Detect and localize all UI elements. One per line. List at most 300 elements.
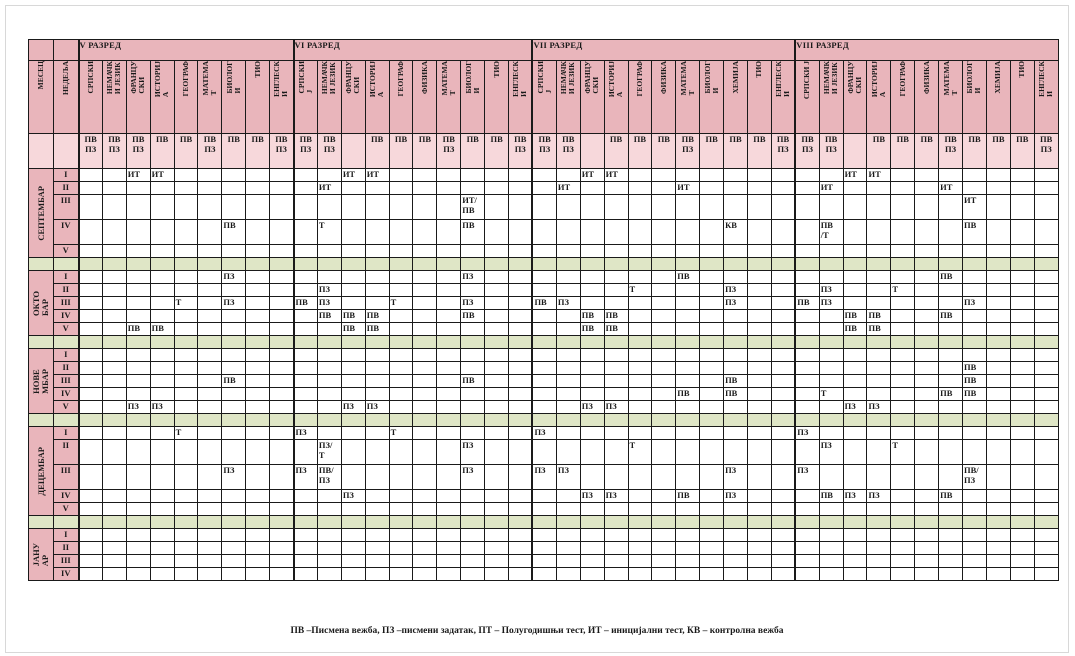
separator-cell <box>652 516 676 529</box>
separator-cell <box>222 414 246 427</box>
schedule-cell <box>461 182 485 195</box>
assessment-type-label: ПВ ПЗ <box>776 134 790 154</box>
schedule-cell <box>126 542 150 555</box>
separator-cell <box>1010 516 1034 529</box>
schedule-cell <box>509 349 533 362</box>
schedule-cell <box>867 427 891 440</box>
separator-cell <box>365 336 389 349</box>
schedule-cell <box>652 440 676 465</box>
schedule-cell <box>1034 349 1058 362</box>
schedule-cell <box>724 529 748 542</box>
schedule-cell <box>556 271 580 284</box>
schedule-cell <box>509 568 533 581</box>
schedule-cell <box>795 503 819 516</box>
schedule-cell: ПЗ <box>126 401 150 414</box>
schedule-cell <box>628 401 652 414</box>
schedule-cell <box>509 195 533 220</box>
grade-header: VII РАЗРЕД <box>532 40 795 61</box>
schedule-cell <box>509 542 533 555</box>
schedule-cell <box>509 465 533 490</box>
month-label: ДЕЦЕМБАР <box>35 446 46 496</box>
schedule-cell <box>700 349 724 362</box>
schedule-cell <box>437 427 461 440</box>
schedule-cell <box>915 349 939 362</box>
schedule-cell <box>1010 362 1034 375</box>
schedule-cell <box>413 245 437 258</box>
week-number: IV <box>54 220 79 245</box>
schedule-cell <box>294 568 318 581</box>
separator-cell <box>174 258 198 271</box>
schedule-cell: ПЗ <box>819 297 843 310</box>
schedule-cell <box>222 555 246 568</box>
schedule-cell <box>580 542 604 555</box>
schedule-cell <box>963 568 987 581</box>
schedule-cell <box>150 245 174 258</box>
separator-cell <box>270 258 294 271</box>
schedule-cell <box>246 169 270 182</box>
schedule-cell <box>509 245 533 258</box>
separator-cell <box>29 414 54 427</box>
schedule-cell <box>365 568 389 581</box>
subject-header <box>389 61 413 134</box>
schedule-cell <box>556 375 580 388</box>
schedule-cell <box>509 310 533 323</box>
schedule-cell <box>126 182 150 195</box>
schedule-cell <box>198 271 222 284</box>
schedule-cell <box>270 310 294 323</box>
schedule-cell <box>700 555 724 568</box>
schedule-cell <box>341 388 365 401</box>
separator-cell <box>795 258 819 271</box>
schedule-cell <box>1034 427 1058 440</box>
schedule-cell <box>700 542 724 555</box>
schedule-cell <box>341 555 365 568</box>
subject-header <box>556 61 580 134</box>
separator-cell <box>700 414 724 427</box>
schedule-cell <box>867 568 891 581</box>
schedule-cell <box>700 503 724 516</box>
schedule-cell <box>341 245 365 258</box>
schedule-cell <box>1010 529 1034 542</box>
schedule-cell <box>819 542 843 555</box>
schedule-cell <box>365 440 389 465</box>
schedule-cell <box>1010 245 1034 258</box>
separator-cell <box>771 414 795 427</box>
schedule-cell <box>222 490 246 503</box>
subject-header <box>843 61 867 134</box>
schedule-cell <box>915 529 939 542</box>
assessment-type-cell <box>700 134 724 169</box>
schedule-cell <box>485 182 509 195</box>
week-number: III <box>54 555 79 568</box>
schedule-cell <box>843 349 867 362</box>
schedule-cell <box>461 323 485 336</box>
separator-cell <box>461 516 485 529</box>
schedule-cell <box>1010 555 1034 568</box>
schedule-cell <box>413 310 437 323</box>
schedule-cell <box>246 284 270 297</box>
schedule-cell <box>222 427 246 440</box>
schedule-cell <box>676 169 700 182</box>
schedule-cell <box>771 465 795 490</box>
schedule-cell <box>174 195 198 220</box>
week-number: V <box>54 323 79 336</box>
schedule-cell <box>294 555 318 568</box>
schedule-cell <box>700 440 724 465</box>
assessment-type-label: ПВ ПЗ <box>299 134 312 154</box>
separator-cell <box>676 336 700 349</box>
schedule-cell <box>556 310 580 323</box>
schedule-cell <box>652 490 676 503</box>
schedule-cell <box>580 388 604 401</box>
subject-header <box>915 61 939 134</box>
schedule-cell <box>867 271 891 284</box>
schedule-cell <box>270 465 294 490</box>
schedule-cell <box>246 271 270 284</box>
schedule-cell <box>174 245 198 258</box>
separator-cell <box>628 516 652 529</box>
schedule-cell <box>79 568 103 581</box>
schedule-cell <box>198 284 222 297</box>
assessment-type-label: ПВ <box>418 134 432 144</box>
schedule-cell <box>246 465 270 490</box>
schedule-cell <box>1010 182 1034 195</box>
schedule-cell: ПВ <box>580 323 604 336</box>
separator-cell <box>676 414 700 427</box>
subject-header <box>126 61 150 134</box>
schedule-cell <box>509 271 533 284</box>
schedule-cell <box>485 465 509 490</box>
schedule-cell: ПЗ <box>222 297 246 310</box>
separator-cell <box>1034 414 1058 427</box>
schedule-cell <box>126 310 150 323</box>
schedule-cell <box>676 465 700 490</box>
separator-cell <box>509 336 533 349</box>
schedule-cell <box>771 310 795 323</box>
schedule-cell <box>676 323 700 336</box>
schedule-cell <box>485 220 509 245</box>
schedule-cell <box>963 245 987 258</box>
schedule-cell <box>270 297 294 310</box>
schedule-cell <box>915 490 939 503</box>
separator-cell <box>1034 516 1058 529</box>
schedule-cell <box>963 182 987 195</box>
separator-cell <box>652 414 676 427</box>
schedule-cell <box>437 284 461 297</box>
separator-cell <box>341 336 365 349</box>
schedule-cell <box>747 182 771 195</box>
schedule-cell: ПЗ <box>604 490 628 503</box>
schedule-cell: ИТ <box>150 169 174 182</box>
schedule-cell <box>939 440 963 465</box>
schedule-cell <box>628 362 652 375</box>
schedule-cell: ИТ <box>676 182 700 195</box>
schedule-cell <box>102 529 126 542</box>
separator-cell <box>79 516 103 529</box>
schedule-cell: ПЗ <box>867 490 891 503</box>
schedule-cell <box>891 195 915 220</box>
schedule-cell <box>891 503 915 516</box>
schedule-cell <box>676 195 700 220</box>
schedule-cell: ПВ <box>150 323 174 336</box>
separator-cell <box>604 336 628 349</box>
schedule-cell <box>1034 271 1058 284</box>
schedule-cell <box>270 529 294 542</box>
schedule-cell <box>580 465 604 490</box>
schedule-cell <box>556 169 580 182</box>
subject-label: ИСТОРИЈ А <box>368 61 386 98</box>
schedule-cell <box>939 401 963 414</box>
schedule-cell <box>628 555 652 568</box>
schedule-cell <box>676 427 700 440</box>
schedule-cell <box>389 375 413 388</box>
separator-cell <box>819 516 843 529</box>
assessment-type-label: ПВ <box>155 134 169 144</box>
schedule-cell: ПВ <box>843 310 867 323</box>
schedule-cell <box>819 427 843 440</box>
subject-label: ГЕОГРАФ <box>634 61 644 97</box>
schedule-cell <box>437 310 461 323</box>
schedule-cell <box>891 297 915 310</box>
schedule-cell: ПЗ <box>795 427 819 440</box>
subject-header <box>795 61 819 134</box>
schedule-cell <box>341 362 365 375</box>
schedule-cell <box>413 401 437 414</box>
schedule-cell <box>126 195 150 220</box>
schedule-cell: Т <box>628 284 652 297</box>
schedule-cell <box>365 220 389 245</box>
schedule-cell <box>389 568 413 581</box>
schedule-cell <box>389 401 413 414</box>
schedule-cell <box>126 503 150 516</box>
subject-header <box>652 61 676 134</box>
schedule-cell <box>485 568 509 581</box>
separator-cell <box>246 258 270 271</box>
schedule-cell <box>628 310 652 323</box>
subject-label: НЕМАЧК И ЈЕЗИК <box>320 61 338 95</box>
schedule-cell <box>102 323 126 336</box>
schedule-cell <box>126 490 150 503</box>
schedule-cell <box>413 349 437 362</box>
schedule-cell <box>795 555 819 568</box>
schedule-cell <box>652 245 676 258</box>
schedule-cell <box>365 271 389 284</box>
week-number: I <box>54 529 79 542</box>
subject-header <box>150 61 174 134</box>
schedule-cell: ПЗ <box>461 465 485 490</box>
schedule-cell <box>246 568 270 581</box>
schedule-cell <box>700 465 724 490</box>
separator-cell <box>413 414 437 427</box>
schedule-cell <box>747 555 771 568</box>
assessment-type-cell <box>771 134 795 169</box>
schedule-cell <box>365 284 389 297</box>
assessment-type-cell <box>461 134 485 169</box>
schedule-cell <box>986 169 1010 182</box>
schedule-cell <box>986 271 1010 284</box>
schedule-cell <box>437 440 461 465</box>
schedule-cell <box>341 375 365 388</box>
schedule-cell <box>891 529 915 542</box>
subject-header <box>1034 61 1058 134</box>
schedule-cell <box>79 542 103 555</box>
schedule-cell <box>150 284 174 297</box>
subject-label: МАТЕМА Т <box>200 61 218 96</box>
schedule-cell <box>843 375 867 388</box>
schedule-cell <box>939 349 963 362</box>
subject-label: ХЕМИЈА <box>730 61 740 94</box>
schedule-cell: ПВ <box>676 271 700 284</box>
schedule-cell <box>79 220 103 245</box>
week-number: III <box>54 195 79 220</box>
schedule-cell <box>580 182 604 195</box>
schedule-cell <box>294 375 318 388</box>
schedule-cell <box>747 440 771 465</box>
types-blank <box>54 134 79 169</box>
schedule-cell <box>652 297 676 310</box>
schedule-cell: ПВ <box>461 310 485 323</box>
separator-cell <box>485 258 509 271</box>
schedule-cell <box>413 182 437 195</box>
schedule-cell <box>1034 323 1058 336</box>
schedule-cell <box>102 297 126 310</box>
schedule-cell <box>580 349 604 362</box>
schedule-cell <box>867 349 891 362</box>
assessment-type-label: ПВ <box>968 134 981 144</box>
corner-cell <box>29 40 54 61</box>
separator-cell <box>413 258 437 271</box>
schedule-cell: ИТ <box>867 169 891 182</box>
assessment-type-cell <box>365 134 389 169</box>
schedule-cell: ПЗ <box>580 401 604 414</box>
schedule-cell <box>867 297 891 310</box>
schedule-cell <box>341 465 365 490</box>
schedule-cell <box>270 440 294 465</box>
schedule-cell: ПВ <box>963 388 987 401</box>
schedule-cell <box>891 388 915 401</box>
schedule-cell <box>891 245 915 258</box>
assessment-type-label: ПВ <box>753 134 766 144</box>
schedule-cell: ПВ <box>676 490 700 503</box>
schedule-cell <box>604 349 628 362</box>
schedule-cell <box>317 555 341 568</box>
separator-cell <box>341 414 365 427</box>
week-number: I <box>54 169 79 182</box>
assessment-type-cell <box>532 134 556 169</box>
subject-label: ЕНГЛЕСК И <box>272 61 290 97</box>
schedule-cell <box>461 555 485 568</box>
separator-cell <box>580 414 604 427</box>
schedule-cell <box>1010 284 1034 297</box>
schedule-cell <box>174 182 198 195</box>
schedule-cell <box>556 245 580 258</box>
month-label: СЕПТЕМБАР <box>35 185 46 241</box>
schedule-cell <box>891 323 915 336</box>
assessment-type-label: ПВ ПЗ <box>514 134 527 154</box>
separator-cell <box>198 336 222 349</box>
separator-cell <box>604 414 628 427</box>
schedule-cell <box>126 427 150 440</box>
schedule-cell <box>915 284 939 297</box>
schedule-cell <box>939 245 963 258</box>
week-row <box>29 465 1059 490</box>
subject-label: СРПСКИ Ј <box>802 61 812 100</box>
schedule-cell <box>317 323 341 336</box>
subject-label: ФРАНЦУ СКИ <box>846 61 864 94</box>
subject-label: ФРАНЦУ СКИ <box>583 61 601 94</box>
separator-cell <box>294 258 318 271</box>
schedule-cell <box>102 490 126 503</box>
schedule-cell: ПВ <box>365 310 389 323</box>
schedule-cell <box>174 375 198 388</box>
schedule-cell <box>150 555 174 568</box>
schedule-cell <box>604 440 628 465</box>
schedule-cell <box>437 388 461 401</box>
schedule-cell <box>437 490 461 503</box>
subject-label: БИОЛОГ И <box>702 61 720 94</box>
schedule-cell <box>628 503 652 516</box>
schedule-cell <box>628 220 652 245</box>
subject-header <box>939 61 963 134</box>
separator-cell <box>485 336 509 349</box>
schedule-cell <box>246 542 270 555</box>
schedule-cell: ИТ <box>843 169 867 182</box>
schedule-cell: Т <box>317 220 341 245</box>
separator-cell <box>461 258 485 271</box>
schedule-cell <box>79 375 103 388</box>
schedule-cell <box>795 182 819 195</box>
schedule-cell <box>79 182 103 195</box>
schedule-cell <box>174 542 198 555</box>
schedule-cell <box>485 440 509 465</box>
schedule-cell <box>986 323 1010 336</box>
schedule-cell <box>915 245 939 258</box>
schedule-cell: ПЗ <box>843 490 867 503</box>
schedule-cell <box>126 220 150 245</box>
separator-cell <box>676 258 700 271</box>
separator-cell <box>198 516 222 529</box>
schedule-cell <box>198 427 222 440</box>
assessment-type-cell <box>747 134 771 169</box>
schedule-cell <box>79 401 103 414</box>
schedule-cell <box>437 323 461 336</box>
schedule-cell <box>795 401 819 414</box>
schedule-cell <box>365 465 389 490</box>
schedule-cell: ПВ <box>724 375 748 388</box>
schedule-cell <box>747 349 771 362</box>
week-number: IV <box>54 568 79 581</box>
schedule-cell: ПЗ <box>294 465 318 490</box>
schedule-cell: ПВ <box>222 375 246 388</box>
schedule-cell <box>747 388 771 401</box>
subject-label: ЕНГЛЕСК И <box>511 61 529 97</box>
schedule-cell <box>915 182 939 195</box>
schedule-cell: Т <box>891 440 915 465</box>
schedule-cell <box>747 271 771 284</box>
schedule-cell <box>939 323 963 336</box>
separator-cell <box>341 258 365 271</box>
separator-cell <box>939 336 963 349</box>
schedule-cell <box>771 555 795 568</box>
corner-cell <box>54 40 79 61</box>
schedule-cell <box>389 349 413 362</box>
separator-cell <box>891 414 915 427</box>
schedule-cell: ИТ <box>939 182 963 195</box>
schedule-cell <box>270 490 294 503</box>
schedule-cell <box>413 220 437 245</box>
grade-header: VIII РАЗРЕД <box>795 40 1058 61</box>
schedule-cell <box>771 542 795 555</box>
